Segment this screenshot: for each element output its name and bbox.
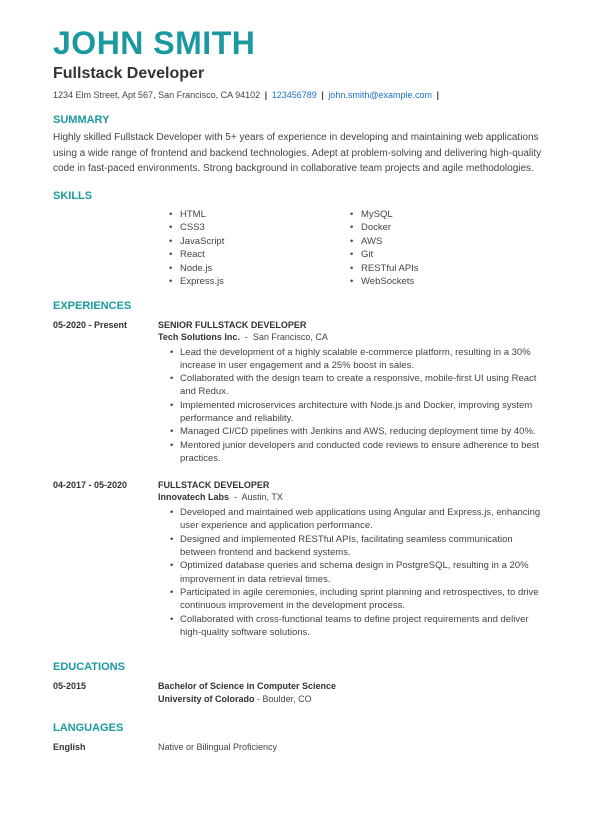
separator: |: [436, 90, 440, 100]
email-link[interactable]: john.smith@example.com: [328, 90, 432, 100]
list-item: • Developed and maintained web applications using Angular and Express.js, enhancing user experience and application performance.: [180, 506, 550, 533]
list-item: • Designed and implemented RESTful APIs, facilitating seamless communication between frontend and backend systems.: [180, 533, 550, 560]
skill-item: • AWS: [361, 235, 531, 249]
contact-line: [53, 89, 553, 101]
skills-heading: SKILLS: [53, 189, 93, 202]
skills-column-2: [350, 208, 531, 289]
experience-body: [158, 319, 553, 466]
list-item: • Mentored junior developers and conducted code reviews to ensure adherence to best practices.: [180, 439, 550, 466]
summary-text: Highly skilled Fullstack Developer with 5+ years of experience in developing and maintaining web applications using a wide range of frontend and backend technologies. Adept at problem-solving and delivering high-quality code in fast-paced environments. Strong background in collaborative team projects and agile methodologies.: [53, 132, 542, 174]
skill-item: • React: [180, 248, 350, 262]
list-item: • Implemented microservices architecture with Node.js and Docker, improving system performance and reliability.: [180, 399, 550, 426]
list-item: • Participated in agile ceremonies, including sprint planning and retrospectives, to drive continuous improvement in the development process.: [180, 586, 550, 613]
list-item: • Collaborated with the design team to create a responsive, mobile-first UI using React and Redux.: [180, 372, 550, 399]
skills-column-1: [169, 208, 350, 289]
list-item: • Lead the development of a highly scalable e-commerce platform, resulting in a 30% increase in user engagement and a 25% boost in sales.: [180, 346, 550, 373]
company-location: San Francisco, CA: [252, 331, 328, 342]
skill-item: • Node.js: [180, 262, 350, 276]
languages-heading: LANGUAGES: [53, 722, 124, 735]
skill-item: • Express.js: [180, 275, 350, 289]
experiences-heading: EXPERIENCES: [53, 299, 132, 312]
company-name: Innovatech Labs: [158, 492, 230, 503]
experience-dates: 04-2017 - 05-2020: [53, 480, 128, 491]
education-heading: EDUCATIONS: [53, 661, 125, 674]
company-location: Austin, TX: [241, 492, 283, 503]
skills-list: [53, 208, 553, 289]
skill-item: • MySQL: [361, 208, 531, 222]
summary-heading: SUMMARY: [53, 114, 110, 126]
school-name: University of Colorado: [158, 694, 255, 705]
education-entry: [53, 680, 553, 706]
experience-entry: [53, 319, 553, 466]
job-title: SENIOR FULLSTACK DEVELOPER: [158, 319, 307, 330]
address: 1234 Elm Street, Apt 567, San Francisco, CA 94102: [53, 90, 261, 100]
language-entry: [53, 741, 553, 754]
skill-item: • Docker: [361, 221, 531, 235]
skill-item: • JavaScript: [180, 235, 350, 249]
company-line: [158, 331, 553, 344]
candidate-name: JOHN SMITH: [53, 25, 256, 61]
list-item: • Optimized database queries and schema design in PostgreSQL, resulting in a 20% improvement in data retrieval times.: [180, 559, 550, 586]
experience-bullets: [158, 346, 550, 466]
skill-item: • HTML: [180, 208, 350, 222]
dash: -: [257, 694, 261, 705]
separator: |: [321, 90, 324, 100]
list-item: • Collaborated with cross-functional teams to define project requirements and deliver high-quality software solutions.: [180, 613, 550, 640]
skill-item: • WebSockets: [361, 275, 531, 289]
candidate-role: Fullstack Developer: [53, 65, 205, 82]
company-line: [158, 491, 553, 504]
experience-entry: [53, 479, 553, 639]
education-details: [158, 680, 336, 706]
dash: -: [234, 492, 238, 503]
list-item: • Managed CI/CD pipelines with Jenkins and AWS, reducing deployment time by 40%.: [180, 425, 550, 438]
dash: -: [244, 331, 248, 342]
job-title: FULLSTACK DEVELOPER: [158, 480, 270, 491]
separator: |: [264, 90, 268, 100]
language-level: Native or Bilingual Proficiency: [158, 742, 278, 753]
experience-dates: 05-2020 - Present: [53, 319, 128, 330]
skill-item: • Git: [361, 248, 531, 262]
language-name: English: [53, 742, 86, 753]
education-date: 05-2015: [53, 681, 87, 692]
phone-link[interactable]: 123456789: [271, 90, 317, 100]
experience-body: [158, 479, 553, 639]
degree: Bachelor of Science in Computer Science: [158, 681, 337, 692]
company-name: Tech Solutions Inc.: [158, 331, 240, 342]
skill-item: • CSS3: [180, 221, 350, 235]
school-location: Boulder, CO: [262, 694, 312, 705]
skill-item: • RESTful APIs: [361, 262, 531, 276]
experience-bullets: [158, 506, 550, 639]
